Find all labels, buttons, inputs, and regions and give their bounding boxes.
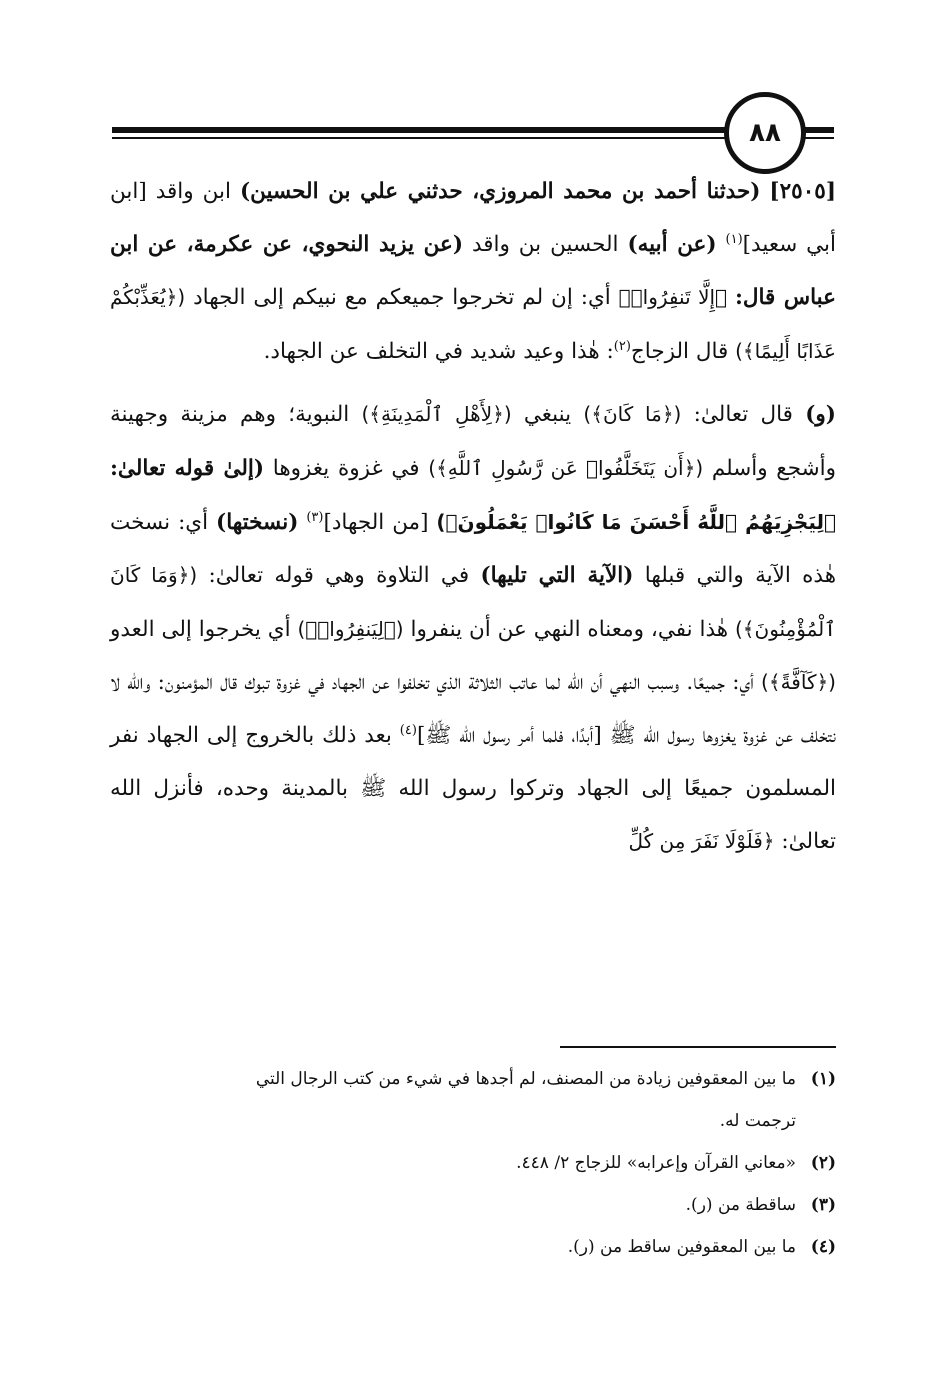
text-span-bold: (عن أبيه) bbox=[627, 231, 717, 257]
text-span: قال تعالىٰ: bbox=[693, 402, 793, 428]
footnote-number: (١) bbox=[810, 1069, 836, 1089]
quran-quote: (﴿أَن يَتَخَلَّفُوا۟ عَن رَّسُولِ ٱللَّهِ﴾) bbox=[428, 455, 704, 480]
footnote-number: (٤) bbox=[810, 1237, 836, 1257]
text-span: أي يخرجوا إلى العدو bbox=[110, 616, 291, 642]
footnote-text: «معاني القرآن وإعرابه» للزجاج ٢/ ٤٤٨. bbox=[516, 1153, 796, 1173]
text-span: الحسين بن واقد bbox=[471, 231, 619, 257]
text-span: قال الزجاج bbox=[630, 338, 729, 364]
text-span: في غزوة يغزوها bbox=[272, 455, 420, 481]
quran-quote: (﴿مَا كَانَ﴾) bbox=[583, 402, 682, 427]
text-span: هٰذا نفي، ومعناه النهي عن أن ينفروا bbox=[410, 616, 729, 642]
footnote-ref-3: (٣) bbox=[306, 509, 324, 525]
footnote-text: ما بين المعقوفين ساقط من (ر). bbox=[567, 1237, 796, 1257]
footnote-text: ما بين المعقوفين زيادة من المصنف، لم أجدها في شيء من كتب الرجال التي bbox=[255, 1069, 796, 1089]
footnote-number: (٣) bbox=[810, 1195, 836, 1215]
paragraph-hadith-2505 bbox=[110, 166, 836, 378]
footnote-1 bbox=[110, 1058, 836, 1142]
footnote-number: (٢) bbox=[810, 1153, 836, 1173]
text-span: أي: إن لم تخرجوا جميعكم مع نبيكم إلى الجهاد bbox=[193, 285, 611, 311]
footnote-separator bbox=[560, 1046, 836, 1048]
page-number: ٨٨ bbox=[749, 118, 781, 148]
footnote-4 bbox=[110, 1226, 836, 1268]
quran-quote: ﴿إِلَّا تَنفِرُوا۟﴾ bbox=[618, 285, 728, 310]
quran-quote: ﴿لِيَجْزِيَهُمُ ٱللَّهُ أَحْسَنَ مَا كَانُوا۟ يَعْمَلُونَ﴾) bbox=[436, 509, 837, 534]
text-span: أي: نسخت هٰذه الآية والتي قبلها bbox=[110, 509, 837, 589]
text-span: في التلاوة وهي قوله تعالىٰ: bbox=[208, 563, 470, 589]
text-span-bold: (إلىٰ قوله تعالىٰ: bbox=[110, 455, 265, 481]
text-span: ابن واقد [ابن أبي سعيد] bbox=[110, 179, 837, 257]
footnote-2 bbox=[110, 1142, 836, 1184]
isnad-chain: (حدثنا أحمد بن محمد المروزي، حدثني علي بن الحسين) bbox=[239, 179, 761, 204]
hadith-number: [٢٥٠٥] bbox=[769, 179, 836, 204]
footnote-body bbox=[110, 1058, 796, 1142]
text-span: النبوية؛ وهم مزينة وجهينة وأشجع وأسلم bbox=[110, 402, 836, 481]
quran-quote: (﴿يُعَذِّبْكُمْ عَذَابًا أَلِيمًا﴾) bbox=[110, 285, 836, 363]
footnote-text: ساقطة من (ر). bbox=[685, 1195, 796, 1215]
quran-quote: (﴿كَآفَّةً﴾) bbox=[761, 670, 836, 695]
text-span: ينبغي bbox=[523, 402, 572, 428]
text-span: بعد ذلك بالخروج إلى الجهاد نفر المسلمون جميعًا إلى الجهاد وتركوا رسول الله ﷺ بالمدينة وحده، فأنزل الله تعالىٰ: bbox=[110, 722, 836, 855]
text-span-bold: (الآية التي تليها) bbox=[480, 563, 634, 589]
quran-quote: ﴿فَلَوْلَا نَفَرَ مِن كُلِّ bbox=[628, 829, 775, 854]
quran-quote: (﴿لِيَنفِرُوا۟﴾) bbox=[297, 616, 404, 641]
quran-quote: (﴿وَمَا كَانَ ٱلْمُؤْمِنُونَ﴾) bbox=[110, 563, 836, 641]
main-text bbox=[110, 166, 836, 869]
text-span: [من الجهاد] bbox=[323, 509, 429, 535]
text-span-bold: (عن يزيد النحوي، عن عكرمة، عن ابن عباس قال: bbox=[110, 231, 837, 311]
quran-quote: (﴿لِأَهْلِ ٱلْمَدِينَةِ﴾) bbox=[361, 402, 512, 427]
text-span-bold: (و) bbox=[805, 402, 836, 428]
footnote-ref-1: (١) bbox=[725, 231, 743, 247]
footnote-ref-4: (٤) bbox=[399, 722, 417, 738]
footnote-3 bbox=[110, 1184, 836, 1226]
text-span: أي: جميعًا. وسبب النهي أن الله لما عاتب الثلاثة الذي تخلفوا عن الجهاد في غزوة تبوك قال المؤمنون: والله لا نتخلف عن غزوة يغزوها رسول الله ﷺ [أبدًا، فلما أمر رسول الله ﷺ] bbox=[110, 670, 836, 748]
footnote-text-continued: ترجمت له. bbox=[719, 1111, 796, 1131]
footnotes bbox=[110, 1058, 836, 1268]
text-span-bold: (نسختها) bbox=[216, 509, 299, 535]
footnote-ref-2: (٢) bbox=[613, 338, 631, 354]
text-span: : هٰذا وعيد شديد في التخلف عن الجهاد. bbox=[263, 338, 614, 364]
page-number-circle bbox=[724, 92, 806, 174]
paragraph-commentary bbox=[110, 388, 836, 868]
